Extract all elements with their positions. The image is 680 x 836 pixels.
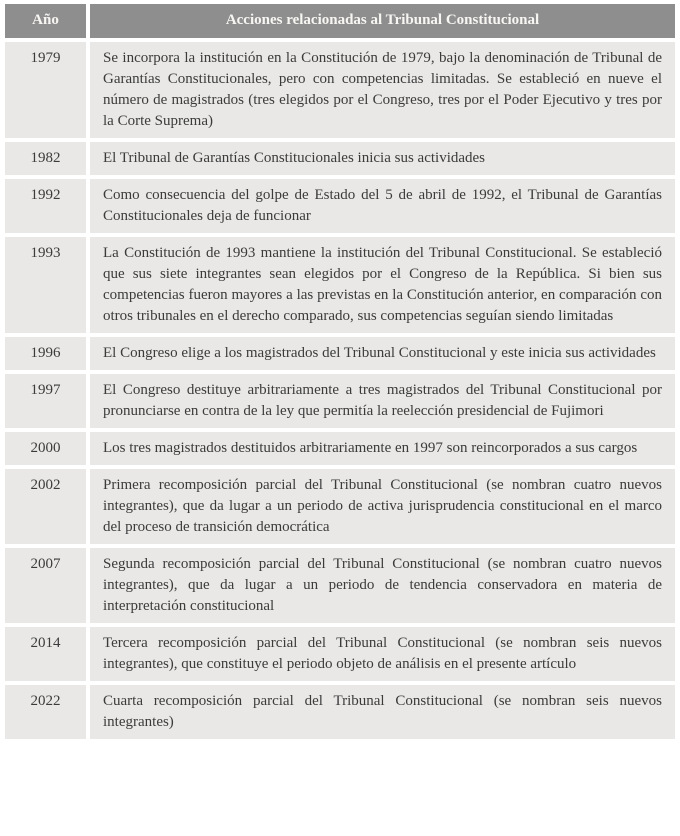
table-row: [5, 432, 675, 465]
action-cell: La Constitución de 1993 mantiene la institución del Tribunal Constitucional. Se estableció que sus siete integrantes sean elegidos por el Congreso de la República. Si bien sus competencias fueron mayores a las previstas en la Constitución anterior, en comparación con otros tribunales en el derecho comparado, sus competencias seguían siendo limitadas: [90, 237, 675, 333]
action-cell: Se incorpora la institución en la Constitución de 1979, bajo la denominación de Tribunal de Garantías Constitucionales, pero con competencias limitadas. Se estableció en nueve el número de magistrados (tres elegidos por el Congreso, tres por el Poder Ejecutivo y tres por la Corte Suprema): [90, 42, 675, 138]
action-cell: El Congreso elige a los magistrados del Tribunal Constitucional y este inicia sus actividades: [90, 337, 675, 370]
table-row: [5, 179, 675, 233]
year-cell: 2000: [5, 432, 86, 465]
column-header-year: Año: [5, 4, 86, 38]
action-cell: Cuarta recomposición parcial del Tribunal Constitucional (se nombran seis nuevos integrantes): [90, 685, 675, 739]
year-cell: 2022: [5, 685, 86, 739]
table-row: [5, 42, 675, 138]
year-cell: 2014: [5, 627, 86, 681]
table-row: [5, 142, 675, 175]
action-cell: Los tres magistrados destituidos arbitrariamente en 1997 son reincorporados a sus cargos: [90, 432, 675, 465]
table-row: [5, 685, 675, 739]
table-row: [5, 548, 675, 623]
table-header-row: [5, 4, 675, 38]
table-row: [5, 337, 675, 370]
table-body: [5, 42, 675, 739]
action-cell: Segunda recomposición parcial del Tribunal Constitucional (se nombran cuatro nuevos integrantes), que da lugar a un periodo de tendencia conservadora en materia de interpretación constitucional: [90, 548, 675, 623]
year-cell: 1992: [5, 179, 86, 233]
year-cell: 2002: [5, 469, 86, 544]
table-row: [5, 627, 675, 681]
year-cell: 1996: [5, 337, 86, 370]
year-cell: 1993: [5, 237, 86, 333]
action-cell: Como consecuencia del golpe de Estado del 5 de abril de 1992, el Tribunal de Garantías Constitucionales deja de funcionar: [90, 179, 675, 233]
year-cell: 1997: [5, 374, 86, 428]
table-row: [5, 374, 675, 428]
year-cell: 2007: [5, 548, 86, 623]
year-cell: 1982: [5, 142, 86, 175]
action-cell: Primera recomposición parcial del Tribunal Constitucional (se nombran cuatro nuevos integrantes), que da lugar a un periodo de activa jurisprudencia constitucional en el marco del proceso de transición democrática: [90, 469, 675, 544]
action-cell: Tercera recomposición parcial del Tribunal Constitucional (se nombran seis nuevos integrantes), que constituye el periodo objeto de análisis en el presente artículo: [90, 627, 675, 681]
column-header-actions: Acciones relacionadas al Tribunal Constitucional: [90, 4, 675, 38]
year-cell: 1979: [5, 42, 86, 138]
table-row: [5, 469, 675, 544]
action-cell: El Congreso destituye arbitrariamente a tres magistrados del Tribunal Constitucional por pronunciarse en contra de la ley que permitía la reelección presidencial de Fujimori: [90, 374, 675, 428]
action-cell: El Tribunal de Garantías Constitucionales inicia sus actividades: [90, 142, 675, 175]
timeline-table: [5, 4, 675, 739]
table-row: [5, 237, 675, 333]
